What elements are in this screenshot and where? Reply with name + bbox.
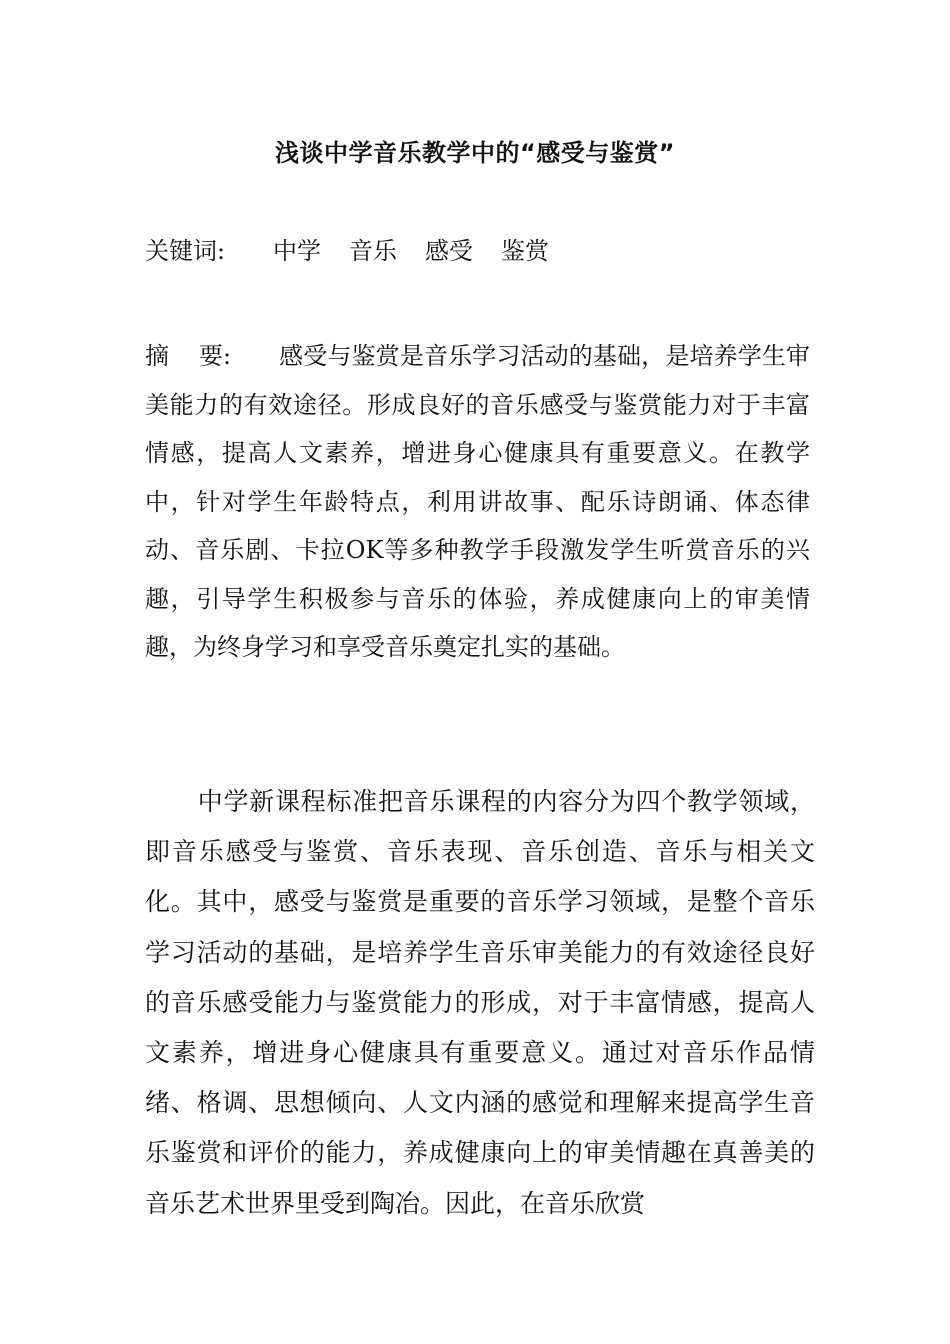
keyword-item: 音乐 [349, 237, 397, 265]
body-paragraph-text: 中学新课程标准把音乐课程的内容分为四个教学领域，即音乐感受与鉴赏、音乐表现、音乐创造、音乐与相关文化。其中，感受与鉴赏是重要的音乐学习领域，是整个音乐学习活动的基础，是培养学生音乐审美能力的有效途径良好的音乐感受能力与鉴赏能力的形成，对于丰富情感，提高人文素养，增进身心健康具有重要意义。通过对音乐作品情绪、格调、思想倾向、人文内涵的感觉和理解来提高学生音乐鉴赏和评价的能力，养成健康向上的审美情趣在真善美的音乐艺术世界里受到陶冶。因此，在音乐欣赏 [145, 787, 815, 1218]
keyword-item: 鉴赏 [501, 237, 549, 265]
document-title: 浅谈中学音乐教学中的“感受与鉴赏” [274, 139, 676, 167]
keyword-item: 中学 [273, 237, 321, 265]
keyword-item: 感受 [425, 237, 473, 265]
keywords-line [145, 234, 577, 268]
abstract-label-second: 要: [199, 342, 232, 370]
abstract-block [145, 332, 810, 672]
body-paragraph [145, 777, 815, 1229]
keywords-label: 关键词: [145, 237, 226, 265]
abstract-label [145, 332, 279, 381]
abstract-text: 感受与鉴赏是音乐学习活动的基础，是培养学生审美能力的有效途径。形成良好的音乐感受与鉴赏能力对于丰富情感，提高人文素养，增进身心健康具有重要意义。在教学中，针对学生年龄特点，利用讲故事、配乐诗朗诵、体态律动、音乐剧、卡拉OK等多种教学手段激发学生听赏音乐的兴趣，引导学生积极参与音乐的体验，养成健康向上的审美情趣，为终身学习和享受音乐奠定扎实的基础。 [145, 342, 810, 661]
abstract-label-first: 摘 [145, 342, 169, 370]
